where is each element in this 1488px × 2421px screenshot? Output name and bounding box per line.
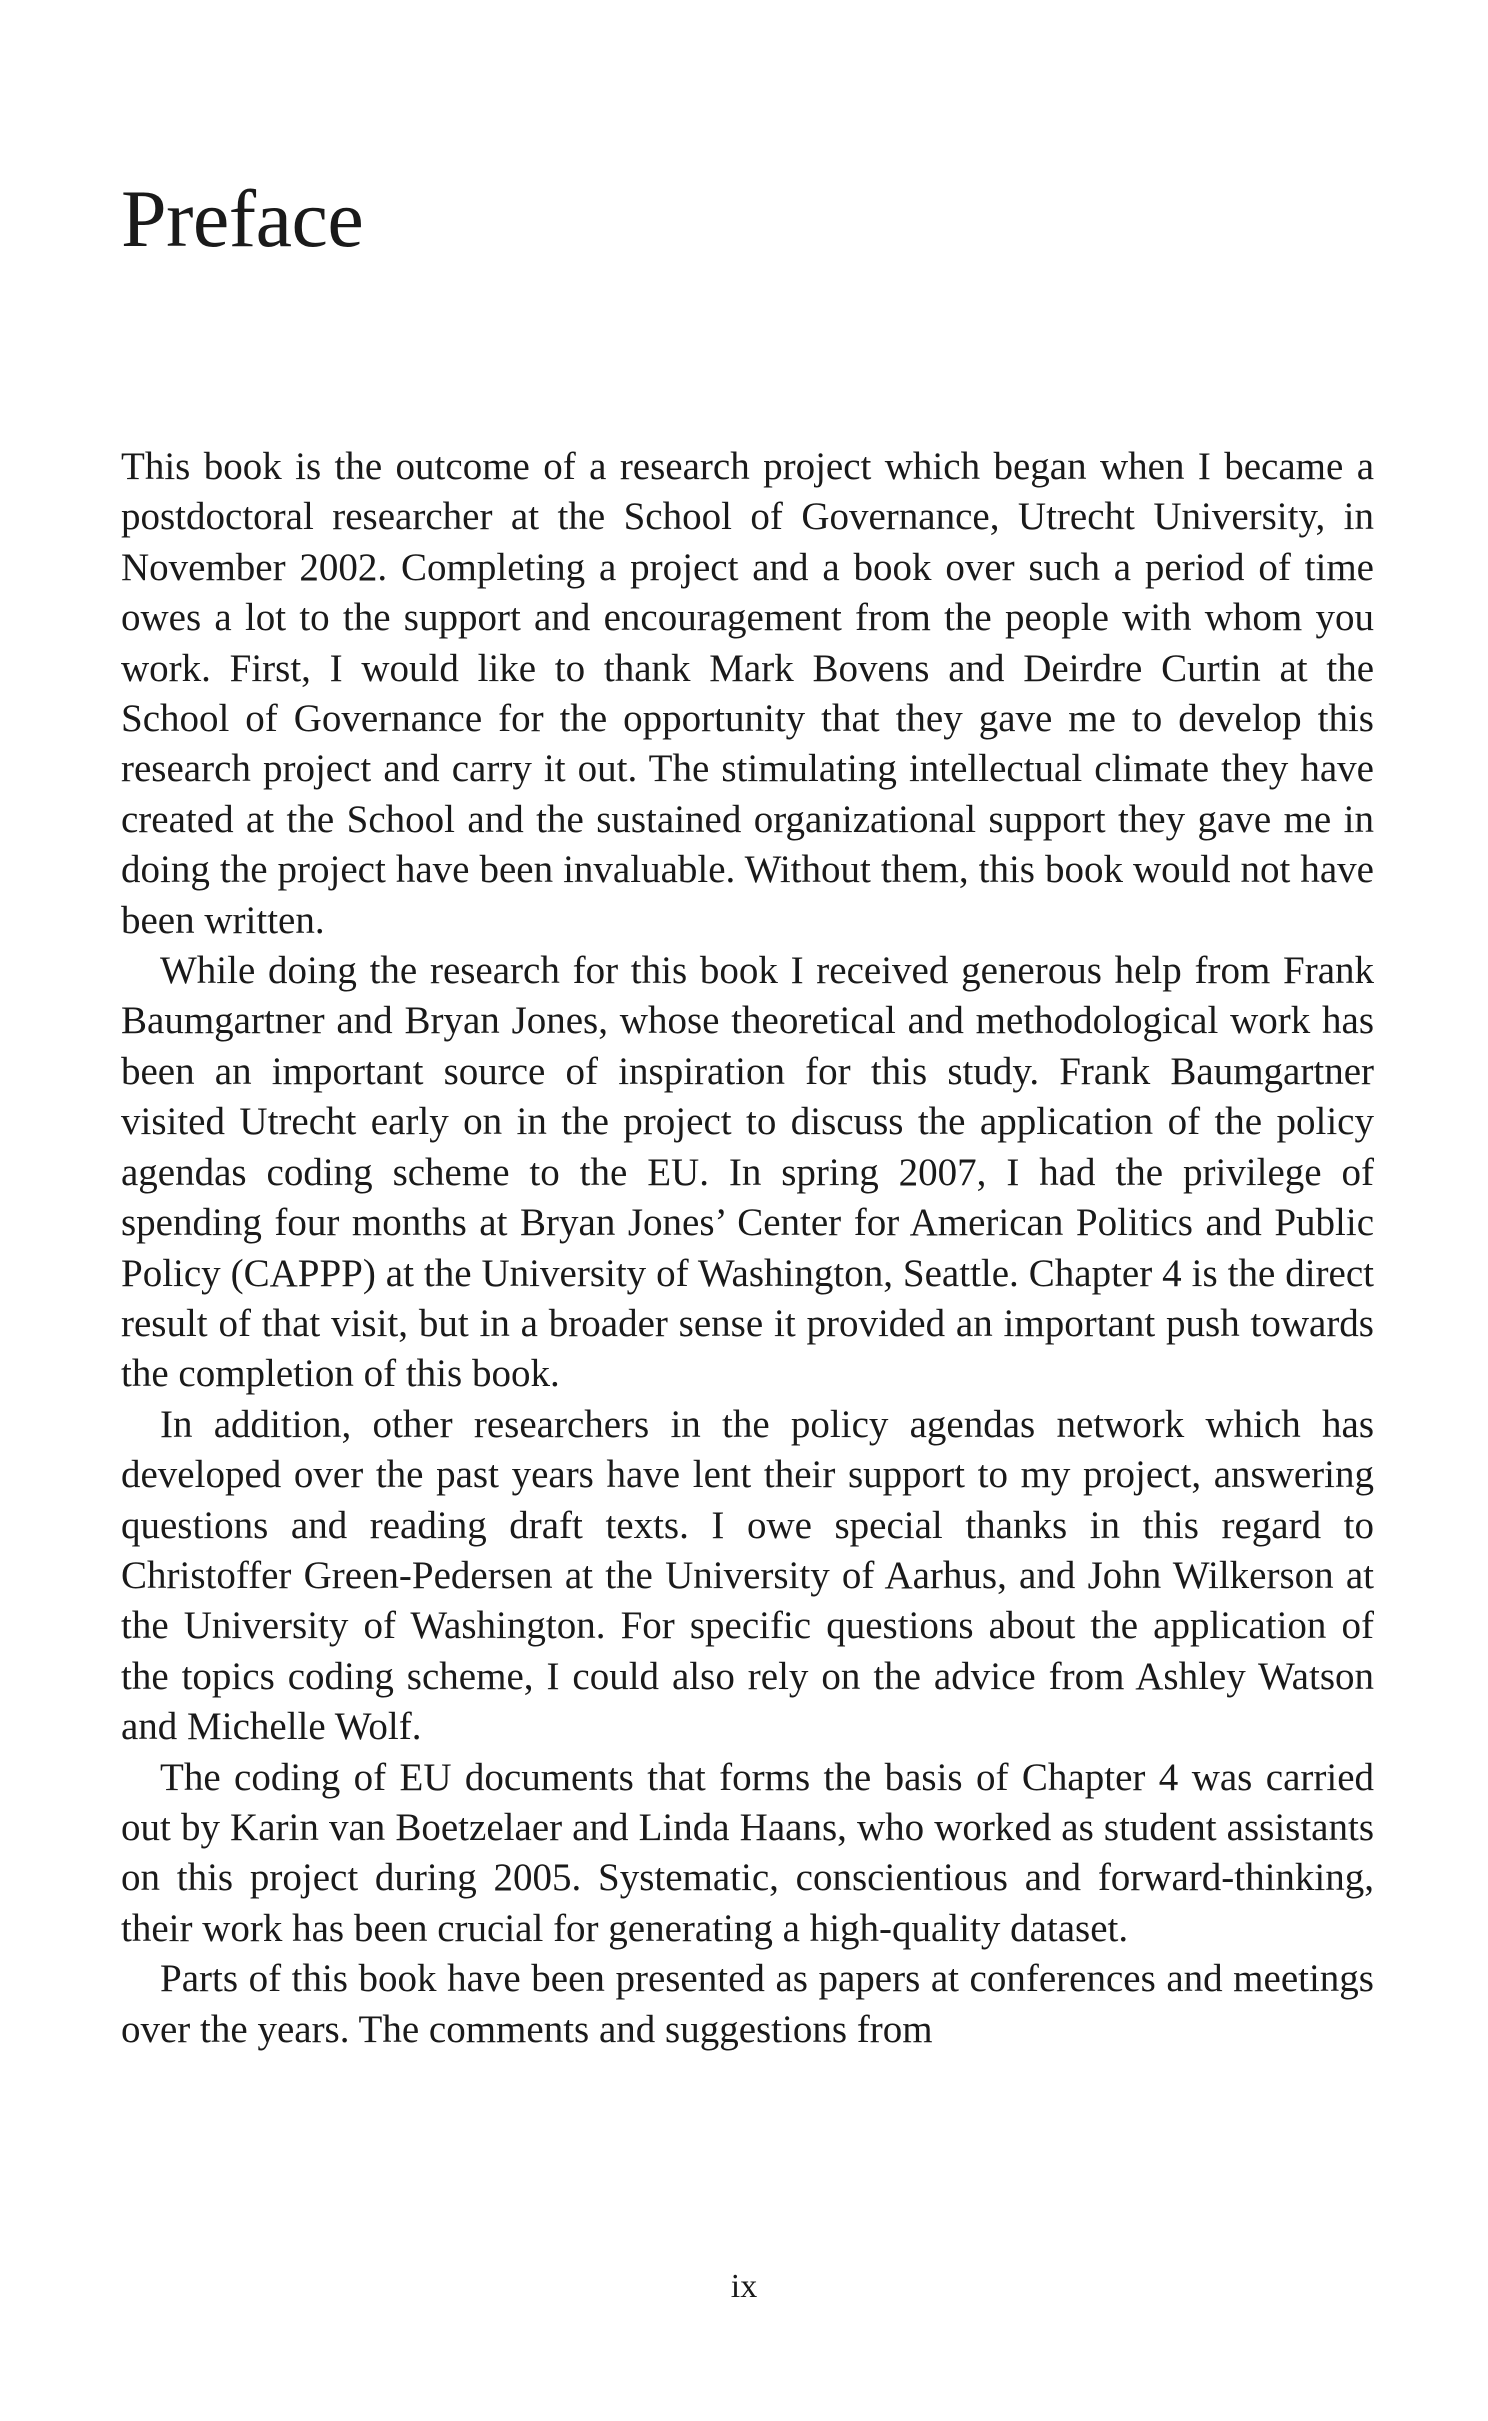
preface-body	[121, 442, 1374, 2055]
page-number: ix	[730, 2268, 758, 2305]
paragraph-3: In addition, other researchers in the policy agendas network which has developed over the past years have lent their support to my project, answering questions and reading draft texts. I owe special thanks in this regard to Christoffer Green-Pedersen at the University of Aarhus, and John Wilkerson at the University of Washington. For specific questions about the application of the topics coding scheme, I could also rely on the advice from Ashley Watson and Michelle Wolf.	[121, 1402, 1374, 1749]
page-title: Preface	[121, 173, 364, 264]
paragraph-1: This book is the outcome of a research project which began when I became a postdoctoral researcher at the School of Governance, Utrecht University, in November 2002. Completing a project and a book over such a period of time owes a lot to the support and encouragement from the people with whom you work. First, I would like to thank Mark Bovens and Deirdre Curtin at the School of Governance for the opportunity that they gave me to develop this research project and carry it out. The stimulating intellectual climate they have created at the School and the sustained organizational support they gave me in doing the project have been invaluable. Without them, this book would not have been written.	[121, 445, 1374, 942]
paragraph-5: Parts of this book have been presented as papers at conferences and meetings over the years. The comments and suggestions from	[121, 1957, 1374, 2051]
paragraph-4: The coding of EU documents that forms the basis of Chapter 4 was carried out by Karin van Boetzelaer and Linda Haans, who worked as student assistants on this project during 2005. Systematic, conscientious and forward-thinking, their work has been crucial for generating a high-quality dataset.	[121, 1755, 1374, 1950]
paragraph-2: While doing the research for this book I received generous help from Frank Baumgartner and Bryan Jones, whose theoretical and methodological work has been an important source of inspiration for this study. Frank Baumgartner visited Utrecht early on in the project to discuss the application of the policy agendas coding scheme to the EU. In spring 2007, I had the privilege of spending four months at Bryan Jones’ Center for American Politics and Public Policy (CAPPP) at the University of Washington, Seattle. Chapter 4 is the direct result of that visit, but in a broader sense it provided an important push towards the completion of this book.	[121, 949, 1374, 1396]
